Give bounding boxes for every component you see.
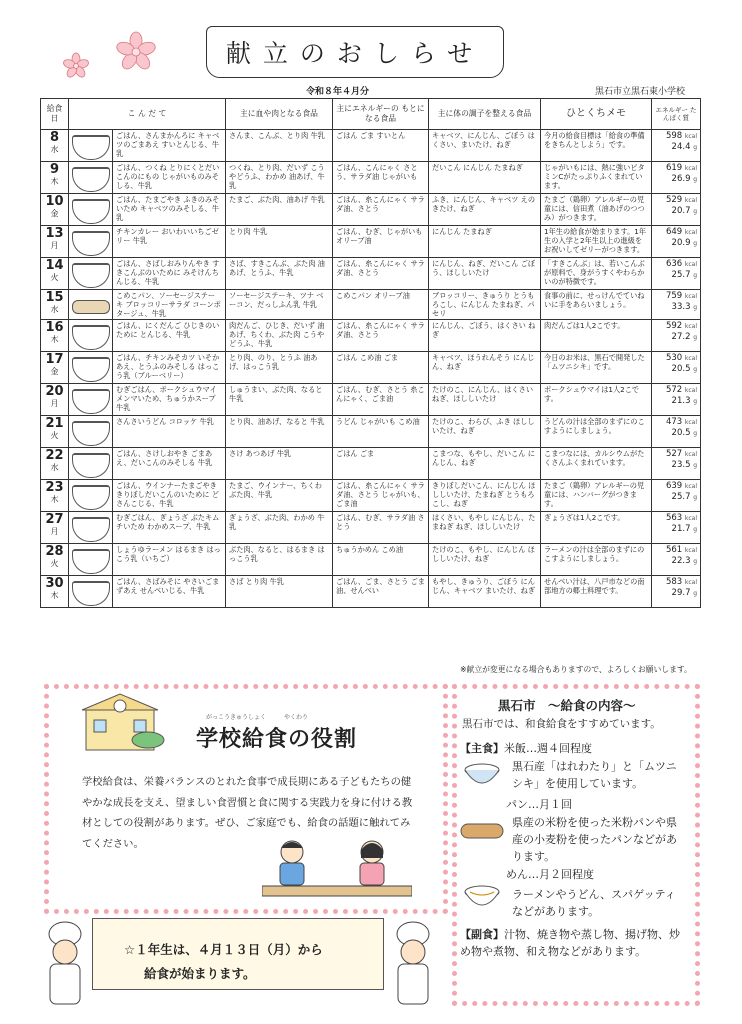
school-building-icon [72, 690, 168, 756]
blood-cell: とり肉、油あげ、なると 牛乳 [226, 416, 333, 448]
menu-cell: チキンカレー おいわいいちごゼリー 牛乳 [113, 226, 226, 258]
bowl-icon [72, 453, 110, 478]
kcal-value: 563 [665, 513, 683, 523]
dish-image-cell [69, 194, 113, 226]
col-date: 給食日 [41, 99, 69, 130]
memo-cell: 「すきこんぶ」は、若いこんぶが原料で、身がうすくやわらかいのが特徴です。 [541, 258, 652, 290]
nutrition-cell: 561 kcal 22.3 g [652, 544, 701, 576]
col-nutrition: エネルギー たんぱく質 [652, 99, 701, 130]
side-tag: 【副食】 [460, 928, 504, 941]
side-description: 汁物、焼き物や蒸し物、揚げ物、炒め物や煮物、和え物などがあります。 [460, 928, 680, 959]
blood-cell: ぶた肉、なると、はるまき はっこう乳 [226, 544, 333, 576]
table-row [41, 576, 701, 608]
protein-value: 27.2 [671, 331, 691, 342]
date-cell [41, 384, 69, 416]
health-cell: ブロッコリー、きゅうり とうもろこし、にんじん たまねぎ、パセリ [429, 290, 541, 320]
blood-cell: さけ あつあげ 牛乳 [226, 448, 333, 480]
menu-cell: ごはん、たまごやき ふきのみそいため キャベツのみそしる、牛乳 [113, 194, 226, 226]
kcal-value: 619 [665, 163, 683, 173]
day-number: 27 [45, 512, 64, 527]
energy-cell: ちゅうかめん こめ油 [333, 544, 429, 576]
bowl-icon [72, 517, 110, 542]
protein-value: 22.3 [671, 555, 691, 566]
memo-cell: 今月の給食目標は「給食の準備をきちんとしよう」です。 [541, 130, 652, 162]
weekday: 木 [50, 334, 59, 344]
health-cell: キャベツ、ほうれんそう にんじん、ねぎ [429, 352, 541, 384]
health-cell: はくさい、もやし にんじん、たまねぎ ねぎ、ほししいたけ [429, 512, 541, 544]
date-cell [41, 576, 69, 608]
role-title: 学校給食の役割 [196, 727, 358, 752]
table-row [41, 258, 701, 290]
weekday: 木 [50, 176, 59, 186]
school-name: 黒石市立黒石東小学校 [595, 87, 686, 97]
menu-table [40, 98, 701, 608]
kcal-value: 561 [665, 545, 683, 555]
first-grade-notice: ☆１年生は、４月１３日（月）から 給食が始まります。 [124, 942, 323, 981]
health-cell: たけのこ、にんじん、はくさい ねぎ、ほししいたけ [429, 384, 541, 416]
date-cell [41, 416, 69, 448]
nutrition-cell: 759 kcal 33.3 g [652, 290, 701, 320]
day-number: 16 [45, 320, 64, 335]
memo-cell: こまつなには、カルシウムがたくさんふくまれています。 [541, 448, 652, 480]
bowl-icon [72, 421, 110, 446]
protein-value: 23.5 [671, 459, 691, 470]
change-note: ※献立が変更になる場合もありますので、よろしくお願いします。 [460, 665, 692, 674]
kcal-value: 636 [665, 259, 683, 269]
memo-cell: ぎょうざは1人2こです。 [541, 512, 652, 544]
date-cell [41, 290, 69, 320]
weekday: 水 [50, 462, 59, 472]
date-cell [41, 226, 69, 258]
blood-cell: つくね、とり肉、だいず こうやどうふ、わかめ 油あげ、牛乳 [226, 162, 333, 194]
protein-value: 25.7 [671, 269, 691, 280]
nutrition-cell: 563 kcal 21.7 g [652, 512, 701, 544]
energy-cell: ごはん、むぎ、さとう 糸こんにゃく、ごま油 [333, 384, 429, 416]
day-number: 22 [45, 448, 64, 463]
noodle-bowl-icon [462, 884, 502, 910]
energy-cell: ごはん、むぎ、サラダ油 さとう [333, 512, 429, 544]
nutrition-cell: 649 kcal 20.9 g [652, 226, 701, 258]
dish-image-cell [69, 480, 113, 512]
kcal-value: 592 [665, 321, 683, 331]
bowl-icon [72, 325, 110, 350]
blood-cell: ぎょうざ、ぶた肉、わかめ 牛乳 [226, 512, 333, 544]
nutrition-cell: 527 kcal 23.5 g [652, 448, 701, 480]
day-number: 20 [45, 384, 64, 399]
health-cell: だいこん にんじん たまねぎ [429, 162, 541, 194]
blood-cell: たまご、ぶた肉、油あげ 牛乳 [226, 194, 333, 226]
chef-left-icon [40, 918, 90, 1016]
day-number: 21 [45, 416, 64, 431]
kcal-value: 598 [665, 131, 683, 141]
memo-cell: 今日のお米は、黒石で開発した「ムツニシキ」です。 [541, 352, 652, 384]
health-cell: もやし、きゅうり、ごぼう にんじん、キャベツ まいたけ、ねぎ [429, 576, 541, 608]
date-cell [41, 162, 69, 194]
bowl-icon [72, 167, 110, 192]
blood-cell: 肉だんご、ひじき、だいず 油あげ、ちくわ、ぶた肉 こうやどうふ、牛乳 [226, 320, 333, 352]
col-blood: 主に血や肉となる食品 [226, 99, 333, 130]
menu-cell: ごはん、さけしおやき ごまあえ、だいこんのみそしる 牛乳 [113, 448, 226, 480]
memo-cell: 肉だんごは1人2こです。 [541, 320, 652, 352]
menu-cell: むぎごはん、ぎょうざ ぶたキムチいため わかめスープ、牛乳 [113, 512, 226, 544]
weekday: 火 [50, 272, 59, 282]
blood-cell: さば、すきこんぶ、ぶた肉 油あげ、とうふ、牛乳 [226, 258, 333, 290]
health-cell: きりぼしだいこん、にんじん ほししいたけ、たまねぎ とうもろこし、ねぎ [429, 480, 541, 512]
weekday: 金 [50, 366, 59, 376]
role-title-ruby: がっこうきゅうしょく やくわり [206, 714, 309, 721]
table-row [41, 290, 701, 320]
day-number: 14 [45, 258, 64, 273]
memo-cell: たまご（鶏卵）アレルギーの児童には、ハンバーグがつきます。 [541, 480, 652, 512]
day-number: 30 [45, 576, 64, 591]
menu-cell: しょうゆラーメン はるまき はっこう乳（いちご） [113, 544, 226, 576]
bowl-icon [72, 357, 110, 382]
date-cell [41, 130, 69, 162]
nutrition-cell: 572 kcal 21.3 g [652, 384, 701, 416]
bread-icon [72, 300, 110, 314]
noodle-description: ラーメンやうどん、スパゲッティなどがあります。 [512, 888, 676, 919]
date-cell [41, 544, 69, 576]
rice-description: 黒石産「はれわたり」と「ムツニシキ」を使用しています。 [512, 760, 677, 791]
bread-description: 県産の米粉を使った米粉パンや県産の小麦粉を使ったパンなどがあります。 [512, 816, 677, 864]
nutrition-cell: 530 kcal 20.5 g [652, 352, 701, 384]
protein-value: 21.7 [671, 523, 691, 534]
table-row [41, 416, 701, 448]
date-cell [41, 480, 69, 512]
menu-cell: ごはん、にくだんご ひじきのいために とんじる、牛乳 [113, 320, 226, 352]
protein-value: 29.7 [671, 587, 691, 598]
kcal-value: 527 [665, 449, 683, 459]
blood-cell: ソーセージステーキ、ツナ ベーコン、だっしふん乳 牛乳 [226, 290, 333, 320]
contents-intro: 黒石市では、和食給食をすすめています。 [462, 718, 661, 730]
protein-value: 33.3 [671, 301, 691, 312]
date-cell [41, 512, 69, 544]
energy-cell: ごはん、糸こんにゃく サラダ油、さとう [333, 320, 429, 352]
dish-image-cell [69, 576, 113, 608]
kcal-value: 529 [665, 195, 683, 205]
energy-cell: こめこパン オリーブ油 [333, 290, 429, 320]
nutrition-cell: 583 kcal 29.7 g [652, 576, 701, 608]
kcal-value: 759 [665, 291, 683, 301]
col-menu: こ ん だ て [69, 99, 226, 130]
day-number: 10 [45, 194, 64, 209]
protein-value: 20.9 [671, 237, 691, 248]
health-cell: にんじん、ねぎ、だいこん ごぼう、ほししいたけ [429, 258, 541, 290]
nutrition-cell: 636 kcal 25.7 g [652, 258, 701, 290]
energy-cell: ごはん ごま [333, 448, 429, 480]
dish-image-cell [69, 352, 113, 384]
weekday: 月 [50, 526, 59, 536]
energy-cell: ごはん こめ油 ごま [333, 352, 429, 384]
health-cell: こまつな、もやし、だいこん にんじん、ねぎ [429, 448, 541, 480]
dish-image-cell [69, 512, 113, 544]
blood-cell: しゅうまい、ぶた肉、なると 牛乳 [226, 384, 333, 416]
blood-cell: さんま、こんぶ、とり肉 牛乳 [226, 130, 333, 162]
table-row [41, 384, 701, 416]
rice-bowl-icon [462, 762, 502, 788]
protein-value: 25.7 [671, 491, 691, 502]
day-number: 23 [45, 480, 64, 495]
health-cell: たけのこ、わらび、ふき ほししいたけ、ねぎ [429, 416, 541, 448]
table-row [41, 194, 701, 226]
chef-right-icon [388, 918, 438, 1016]
weekday: 月 [50, 240, 59, 250]
menu-cell: さんさいうどん コロッケ 牛乳 [113, 416, 226, 448]
weekday: 金 [50, 208, 59, 218]
bowl-icon [72, 231, 110, 256]
month-label: 令和８年４月分 [306, 87, 370, 97]
kcal-value: 572 [665, 385, 683, 395]
bread-heading: パン…月１回 [506, 798, 572, 811]
date-cell [41, 320, 69, 352]
kcal-value: 649 [665, 227, 683, 237]
weekday: 水 [50, 304, 59, 314]
dish-image-cell [69, 544, 113, 576]
health-cell: にんじん たまねぎ [429, 226, 541, 258]
energy-cell: ごはん、むぎ、じゃがいも オリーブ油 [333, 226, 429, 258]
page-title: 献立のおしらせ [206, 26, 504, 78]
menu-cell: ごはん、さばみそに やさいごまずあえ せんべいじる、牛乳 [113, 576, 226, 608]
nutrition-cell: 619 kcal 26.9 g [652, 162, 701, 194]
memo-cell: たまご（鶏卵）アレルギーの児童には、信田煮（油あげのつつみ）がつきます。 [541, 194, 652, 226]
dish-image-cell [69, 416, 113, 448]
bowl-icon [72, 485, 110, 510]
dish-image-cell [69, 258, 113, 290]
memo-cell: うどんの汁は全部のまずにのこすようにしましょう。 [541, 416, 652, 448]
date-cell [41, 258, 69, 290]
health-cell: キャベツ、にんじん、ごぼう はくさい、まいたけ、ねぎ [429, 130, 541, 162]
energy-cell: ごはん、ごま、さとう ごま油、せんべい [333, 576, 429, 608]
table-row [41, 544, 701, 576]
bowl-icon [72, 263, 110, 288]
weekday: 木 [50, 494, 59, 504]
table-row [41, 162, 701, 194]
weekday: 火 [50, 558, 59, 568]
menu-cell: ごはん、さばしおみりんやき すきこんぶのいために みそけんちんじる、牛乳 [113, 258, 226, 290]
blood-cell: さば とり肉 牛乳 [226, 576, 333, 608]
menu-cell: ごはん、さんまかんろに キャベツのごまあえ すいとんじる、牛乳 [113, 130, 226, 162]
protein-value: 20.5 [671, 363, 691, 374]
menu-cell: こめこパン、ソーセージステーキ ブロッコリーサラダ コーンポタージュ、牛乳 [113, 290, 226, 320]
dish-image-cell [69, 320, 113, 352]
date-cell [41, 194, 69, 226]
children-eating-icon [262, 836, 412, 902]
rice-heading: 米飯…週４回程度 [504, 742, 592, 755]
health-cell: にんじん、ごぼう、はくさい ねぎ [429, 320, 541, 352]
energy-cell: ごはん、糸こんにゃく サラダ油、さとう [333, 194, 429, 226]
energy-cell: ごはん、糸こんにゃく サラダ油、さとう [333, 258, 429, 290]
bowl-icon [72, 549, 110, 574]
energy-cell: ごはん ごま すいとん [333, 130, 429, 162]
memo-cell: ラーメンの汁は全部のまずにのこすようにしましょう。 [541, 544, 652, 576]
table-row [41, 448, 701, 480]
weekday: 火 [50, 430, 59, 440]
nutrition-cell: 473 kcal 20.5 g [652, 416, 701, 448]
menu-cell: ごはん、ウインナーたまごやき きりぼしだいこんのいために どさんこじる、牛乳 [113, 480, 226, 512]
role-body: 学校給食は、栄養バランスのとれた食事で成長期にある子どもたちの健やかな成長を支え、望ましい食習慣と食に関する実践力を身に付ける教材としての役割があります。ぜひ、ご家庭でも、給食の話題に触れてみてください。 [82, 776, 413, 850]
noodle-heading: めん…月２回程度 [506, 868, 594, 881]
menu-cell: ごはん、チキンみそカツ いそかあえ、とうふのみそしる はっこう乳（ブルーベリー） [113, 352, 226, 384]
col-memo: ひとくちメモ [541, 99, 652, 130]
memo-cell: せんべい汁は、八戸市などの南部地方の郷土料理です。 [541, 576, 652, 608]
kcal-value: 530 [665, 353, 683, 363]
dish-image-cell [69, 162, 113, 194]
energy-cell: うどん じゃがいも こめ油 [333, 416, 429, 448]
table-row [41, 480, 701, 512]
protein-value: 21.3 [671, 395, 691, 406]
menu-cell: ごはん、つくね とりにくとだいこんのにもの じゃがいものみそしる、牛乳 [113, 162, 226, 194]
memo-cell: 1年生の給食が始まります。1年生の入学と2年生以上の進級をお祝いしてゼリーがつきます。 [541, 226, 652, 258]
col-energy: 主にエネルギーの もとになる食品 [333, 99, 429, 130]
protein-value: 24.4 [671, 141, 691, 152]
bowl-icon [72, 199, 110, 224]
protein-value: 26.9 [671, 173, 691, 184]
dish-image-cell [69, 290, 113, 320]
day-number: 8 [49, 130, 60, 145]
health-cell: ふき、にんじん、キャベツ えのきたけ、ねぎ [429, 194, 541, 226]
menu-cell: むぎごはん、ポークシュウマイ メンマいため、ちゅうかスープ 牛乳 [113, 384, 226, 416]
weekday: 木 [50, 590, 59, 600]
contents-title: 黒石市 ～給食の内容～ [498, 698, 636, 713]
day-number: 15 [45, 290, 64, 305]
dish-image-cell [69, 226, 113, 258]
energy-cell: ごはん、糸こんにゃく サラダ油、さとう じゃがいも、ごま油 [333, 480, 429, 512]
table-row [41, 130, 701, 162]
blood-cell: とり肉 牛乳 [226, 226, 333, 258]
bowl-icon [72, 135, 110, 160]
kcal-value: 473 [665, 417, 683, 427]
nutrition-cell: 529 kcal 20.7 g [652, 194, 701, 226]
bread-icon [460, 822, 504, 840]
weekday: 水 [50, 144, 59, 154]
bowl-icon [72, 581, 110, 606]
energy-cell: ごはん、こんにゃく さとう、サラダ油 じゃがいも [333, 162, 429, 194]
day-number: 17 [45, 352, 64, 367]
day-number: 28 [45, 544, 64, 559]
health-cell: たけのこ、もやし、にんじん ほししいたけ、ねぎ [429, 544, 541, 576]
nutrition-cell: 639 kcal 25.7 g [652, 480, 701, 512]
staple-tag: 【主食】 [460, 742, 504, 755]
cherry-blossom-icon [56, 24, 166, 94]
nutrition-cell: 598 kcal 24.4 g [652, 130, 701, 162]
kcal-value: 639 [665, 481, 683, 491]
memo-cell: 食事の前に、せっけんでていねいに手をあらいましょう。 [541, 290, 652, 320]
blood-cell: とり肉、のり、とうふ 油あげ、はっこう乳 [226, 352, 333, 384]
date-cell [41, 448, 69, 480]
nutrition-cell: 592 kcal 27.2 g [652, 320, 701, 352]
table-row [41, 352, 701, 384]
memo-cell: じゃがいもには、熱に強いビタミンCがたっぷりふくまれています。 [541, 162, 652, 194]
table-row [41, 226, 701, 258]
protein-value: 20.7 [671, 205, 691, 216]
day-number: 9 [49, 162, 60, 177]
kcal-value: 583 [665, 577, 683, 587]
bowl-icon [72, 389, 110, 414]
dish-image-cell [69, 130, 113, 162]
dish-image-cell [69, 448, 113, 480]
table-row [41, 512, 701, 544]
table-row [41, 320, 701, 352]
table-header-row [41, 99, 701, 130]
date-cell [41, 352, 69, 384]
blood-cell: たまご、ウインナー、ちくわ ぶた肉、牛乳 [226, 480, 333, 512]
weekday: 月 [50, 398, 59, 408]
memo-cell: ポークシュウマイは1人2こです。 [541, 384, 652, 416]
day-number: 13 [45, 226, 64, 241]
protein-value: 20.5 [671, 427, 691, 438]
dish-image-cell [69, 384, 113, 416]
col-health: 主に体の調子を整える食品 [429, 99, 541, 130]
